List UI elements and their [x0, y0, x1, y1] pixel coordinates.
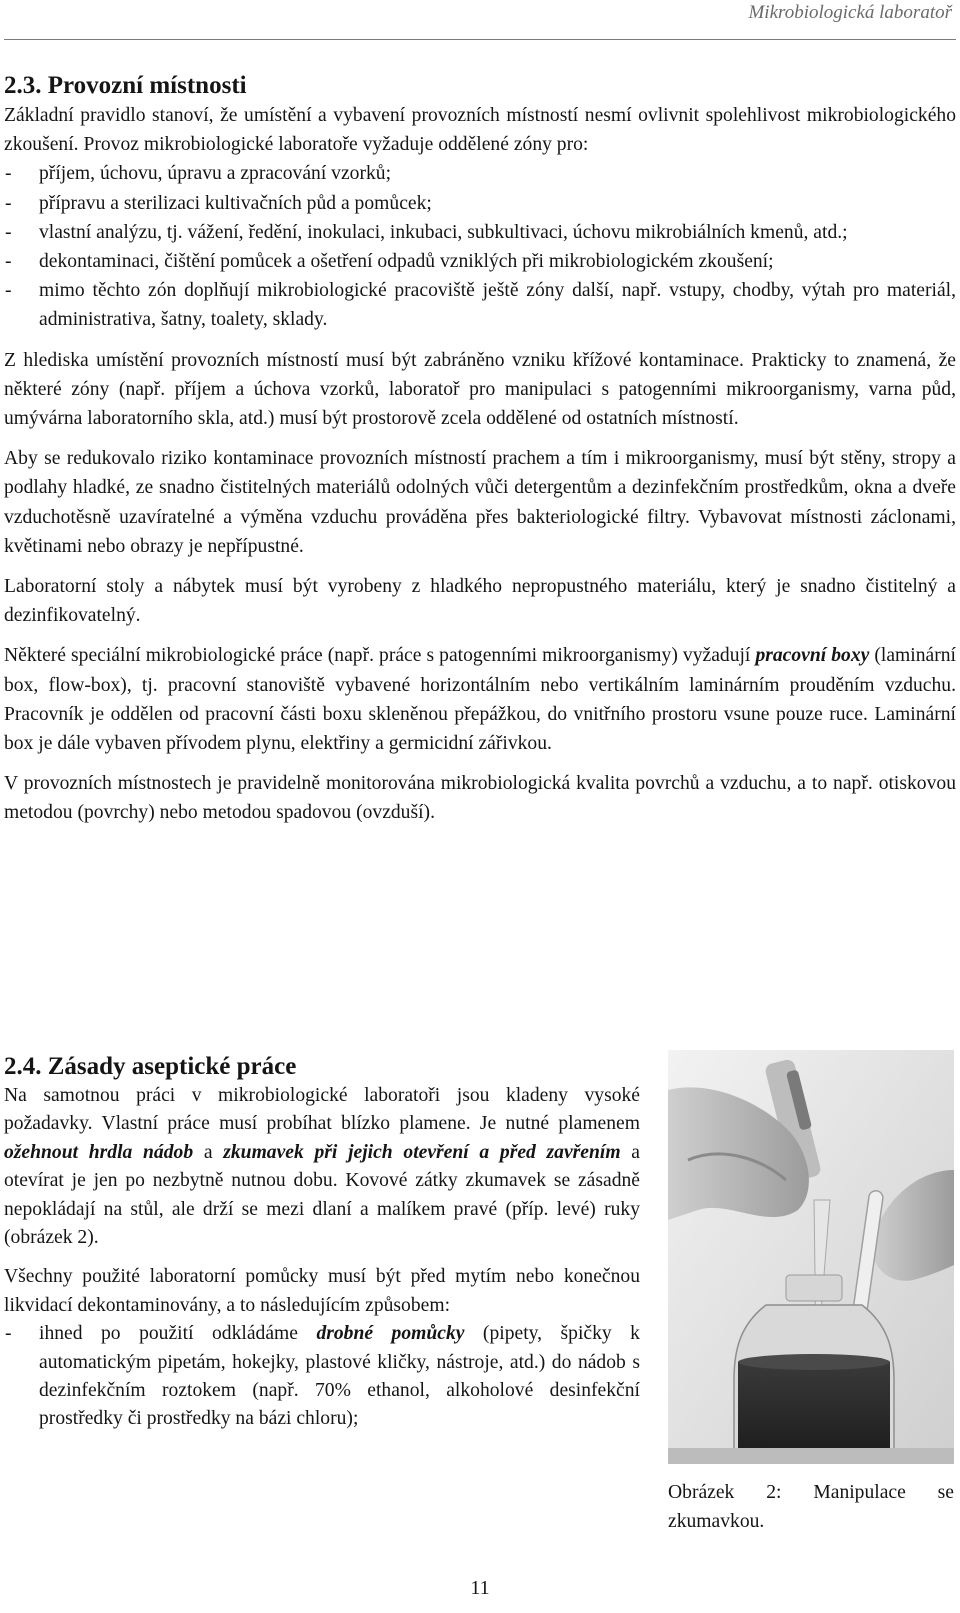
intro-paragraph: Základní pravidlo stanoví, že umístění a vybavení provozních místností nesmí ovlivnit spolehlivost mikrobiologického zkoušení. Provoz mikrobiologické laboratoře vyžaduje oddělené zóny pro:: [4, 105, 956, 156]
section-heading: [4, 1051, 640, 1082]
figure-2: [668, 1050, 954, 1536]
text-run: a otevírat je jen po nezbytně nutnou dobu. Kovové zátky zkumavek se zásadně nepokládají na stůl, ale drží se mezi dlaní a malíkem pravé (příp. levé) ruky (obrázek 2).: [4, 1141, 640, 1249]
furniture-paragraph: Laboratorní stoly a nábytek musí být vyrobeny z hladkého nepropustného materiálu, který je snadno čistitelný a dezinfikovatelný.: [4, 576, 956, 627]
section-title: Provozní místnosti: [47, 72, 247, 99]
zones-list: [4, 159, 956, 334]
text-run: a: [193, 1141, 224, 1163]
emphasis: drobné pomůcky: [316, 1323, 465, 1345]
list-item: - přípravu a sterilizaci kultivačních půd a pomůcek;: [4, 189, 956, 218]
page-number: 11: [470, 1577, 490, 1599]
text-run: (pipety, špičky k automatickým pipetám, hokejky, plastové kličky, nástroje, atd.) do nádob s dezinfekčním roztokem (např. 70% ethanol, alkoholové desinfekční prostředky či prostředky na bázi chloru);: [39, 1323, 640, 1430]
photo-illustration: [668, 1050, 954, 1464]
pipette-photo: [668, 1050, 954, 1464]
list-item: - vlastní analýzu, tj. vážení, ředění, inokulaci, inkubaci, subkultivaci, úchovu mikrobiálních kmenů, atd.;: [4, 218, 956, 247]
header-rule: [4, 39, 956, 40]
text-run: Na samotnou práci v mikrobiologické laboratoři jsou kladeny vysoké požadavky. Vlastní práce musí probíhat blízko plamene. Je nutné plamenem: [4, 1085, 640, 1135]
boxes-paragraph: [4, 641, 956, 758]
emphasis: ožehnout hrdla nádob: [4, 1141, 194, 1163]
running-header: Mikrobiologická laboratoř: [748, 2, 952, 23]
section-2-3: [4, 70, 956, 828]
list-item: [4, 1320, 640, 1434]
figure-caption: Obrázek 2: Manipulace se zkumavkou.: [668, 1482, 954, 1532]
text-run: ihned po použití odkládáme: [39, 1323, 317, 1345]
text-run: Některé speciální mikrobiologické práce (např. práce s patogenními mikroorganismy) vyžadují: [4, 645, 756, 667]
aseptic-paragraph: [4, 1082, 640, 1252]
cross-contamination-paragraph: Z hlediska umístění provozních místností musí být zabráněno vzniku křížové kontaminace. Prakticky to znamená, že některé zóny (např. příjem a úchova vzorků, laboratoř pro manipulaci s patogenními mikroorganismy, varna půd, umývárna laboratorního skla, atd.) musí být prostorově zcela oddělené od ostatních místností.: [4, 349, 956, 430]
section-number: 2.4.: [4, 1053, 42, 1080]
section-title: Zásady aseptické práce: [47, 1053, 297, 1080]
section-2-4: [4, 1051, 640, 1434]
emphasis: pracovní boxy: [755, 645, 870, 667]
decontamination-list: [4, 1320, 640, 1434]
list-item: - příjem, úchovu, úpravu a zpracování vzorků;: [4, 159, 956, 188]
section-number: 2.3.: [4, 72, 42, 99]
monitoring-paragraph: V provozních místnostech je pravidelně monitorována mikrobiologická kvalita povrchů a vzduchu, a to např. otiskovou metodou (povrchy) nebo metodou spadovou (ovzduší).: [4, 773, 956, 824]
dust-paragraph: Aby se redukovalo riziko kontaminace provozních místností prachem a tím i mikroorganismy, musí být stěny, stropy a podlahy hladké, ze snadno čistitelných materiálů odolných vůči detergentům a dezinfekčním prostředkům, okna a dveře vzduchotěsně uzavíratelné a výměna vzduchu prováděna přes bakteriologické filtry. Vybavovat místnosti záclonami, květinami nebo obrazy je nepřípustné.: [4, 448, 956, 557]
decontamination-paragraph: Všechny použité laboratorní pomůcky musí být před mytím nebo konečnou likvidací dekontaminovány, a to následujícím způsobem:: [4, 1266, 640, 1316]
emphasis: zkumavek při jejich otevření a před zavřením: [223, 1141, 621, 1163]
list-item: - dekontaminaci, čištění pomůcek a ošetření odpadů vzniklých při mikrobiologickém zkoušení;: [4, 247, 956, 276]
text-run: (laminární box, flow-box), tj. pracovní stanoviště vybavené horizontálním nebo vertikálním laminárním prouděním vzduchu. Pracovník je oddělen od pracovní části boxu skleněnou přepážkou, do vnitřního prostoru vsune pouze ruce. Laminární box je dále vybaven přívodem plynu, elektřiny a germicidní zářivkou.: [4, 645, 956, 755]
list-item: - mimo těchto zón doplňují mikrobiologické pracoviště ještě zóny další, např. vstupy, chodby, výtah pro materiál, administrativa, šatny, toalety, sklady.: [4, 276, 956, 334]
section-heading: [4, 70, 956, 101]
